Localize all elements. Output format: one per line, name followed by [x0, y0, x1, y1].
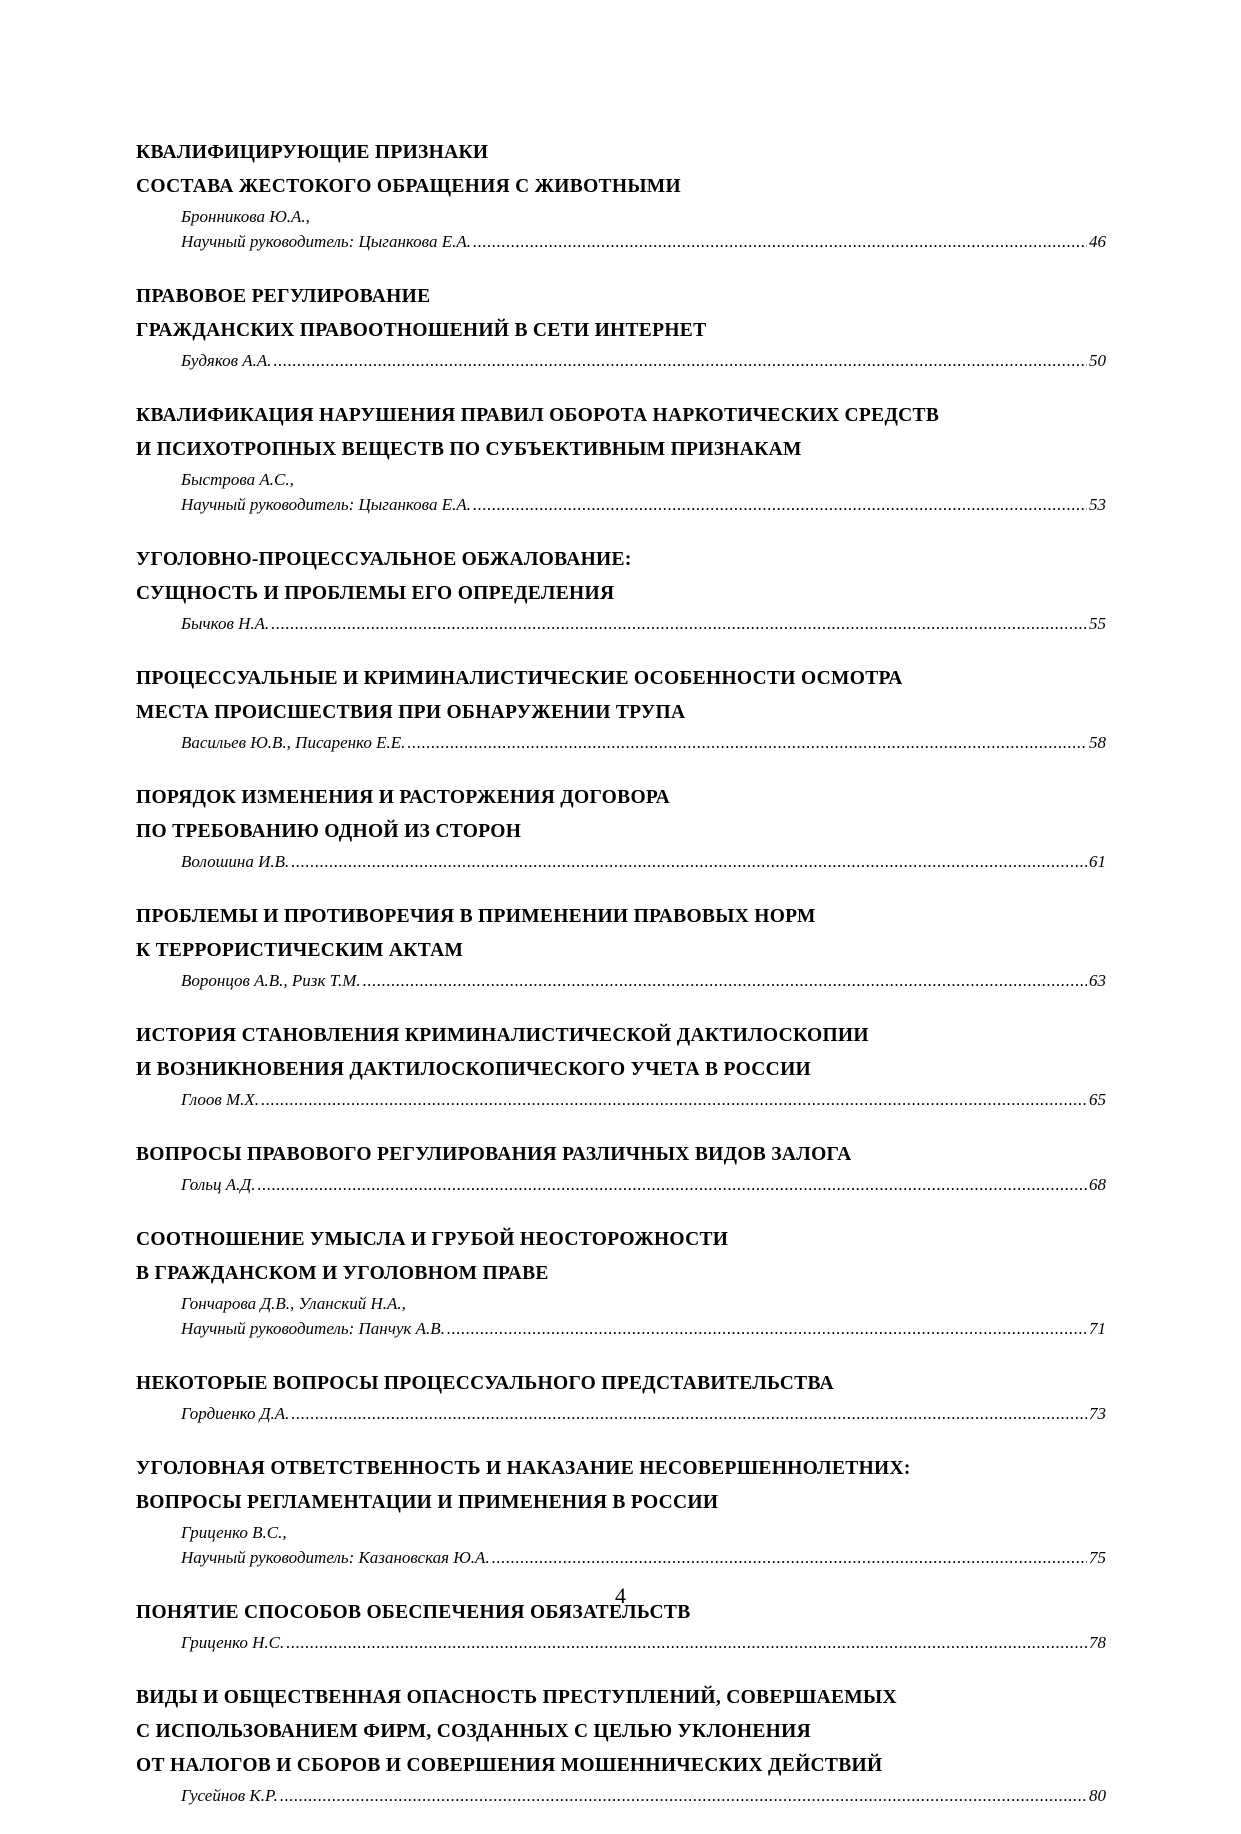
toc-entry-leader-line: [136, 1172, 1106, 1197]
dot-leader: [407, 730, 1087, 755]
toc-entry: [136, 1019, 1106, 1112]
toc-entry-author-line: Гордиенко Д.А.: [181, 1404, 290, 1423]
toc-entry-page: 58: [1089, 733, 1106, 752]
toc-entry: [136, 1138, 1106, 1197]
table-of-contents: [136, 136, 1106, 1834]
toc-entry-title: ПОРЯДОК ИЗМЕНЕНИЯ И РАСТОРЖЕНИЯ ДОГОВОРА: [136, 787, 671, 808]
toc-entry-author: Быстрова А.С.,: [181, 470, 294, 489]
toc-entry-leader-line: [136, 229, 1106, 254]
toc-entry-title: ГРАЖДАНСКИХ ПРАВООТНОШЕНИЙ В СЕТИ ИНТЕРНЕТ: [136, 320, 707, 341]
toc-entry-leader-line: [136, 849, 1106, 874]
toc-entry-title: КВАЛИФИКАЦИЯ НАРУШЕНИЯ ПРАВИЛ ОБОРОТА НАРКОТИЧЕСКИХ СРЕДСТВ: [136, 405, 940, 426]
toc-entry: [136, 781, 1106, 874]
toc-entry-leader-line: [136, 1783, 1106, 1808]
toc-entry: [136, 280, 1106, 373]
toc-entry-author-line: Глоов М.Х.: [181, 1090, 260, 1109]
toc-entry-title: ОТ НАЛОГОВ И СБОРОВ И СОВЕРШЕНИЯ МОШЕННИЧЕСКИХ ДЕЙСТВИЙ: [136, 1755, 883, 1776]
toc-entry-title: К ТЕРРОРИСТИЧЕСКИМ АКТАМ: [136, 940, 464, 961]
toc-entry-leader-line: [136, 968, 1106, 993]
toc-entry-leader-line: [136, 1545, 1106, 1570]
toc-entry: [136, 662, 1106, 755]
toc-entry-leader-line: [136, 730, 1106, 755]
dot-leader: [257, 1172, 1087, 1197]
toc-entry-author-line: Васильев Ю.В., Писаренко Е.Е.: [181, 733, 406, 752]
toc-entry: [136, 1681, 1106, 1808]
dot-leader: [271, 611, 1087, 636]
toc-entry-title: УГОЛОВНО-ПРОЦЕССУАЛЬНОЕ ОБЖАЛОВАНИЕ:: [136, 549, 632, 570]
toc-entry-page: 63: [1089, 971, 1106, 990]
dot-leader: [291, 849, 1087, 874]
toc-entry-author-line: Будяков А.А.: [181, 351, 272, 370]
toc-entry-page: 46: [1089, 232, 1106, 251]
toc-entry-title: МЕСТА ПРОИСШЕСТВИЯ ПРИ ОБНАРУЖЕНИИ ТРУПА: [136, 702, 686, 723]
toc-entry: [136, 1452, 1106, 1570]
toc-entry-title: СУЩНОСТЬ И ПРОБЛЕМЫ ЕГО ОПРЕДЕЛЕНИЯ: [136, 583, 615, 604]
toc-entry-author-line: Воронцов А.В., Ризк Т.М.: [181, 971, 361, 990]
toc-entry-title: ВОПРОСЫ ПРАВОВОГО РЕГУЛИРОВАНИЯ РАЗЛИЧНЫХ ВИДОВ ЗАЛОГА: [136, 1144, 852, 1165]
toc-entry-author-line: Научный руководитель: Цыганкова Е.А.: [181, 495, 471, 514]
dot-leader: [492, 1545, 1087, 1570]
toc-entry-author-line: Гриценко Н.С.: [181, 1633, 285, 1652]
toc-entry-author-line: Бычков Н.А.: [181, 614, 270, 633]
toc-entry-title: ПРАВОВОЕ РЕГУЛИРОВАНИЕ: [136, 286, 431, 307]
toc-entry-title: ИСТОРИЯ СТАНОВЛЕНИЯ КРИМИНАЛИСТИЧЕСКОЙ ДАКТИЛОСКОПИИ: [136, 1025, 869, 1046]
dot-leader: [280, 1783, 1087, 1808]
toc-entry-title: ПРОБЛЕМЫ И ПРОТИВОРЕЧИЯ В ПРИМЕНЕНИИ ПРАВОВЫХ НОРМ: [136, 906, 816, 927]
page-number: 4: [615, 1583, 626, 1608]
toc-entry-page: 80: [1089, 1786, 1106, 1805]
toc-entry-page: 61: [1089, 852, 1106, 871]
dot-leader: [473, 492, 1087, 517]
toc-entry-title: ПРОЦЕССУАЛЬНЫЕ И КРИМИНАЛИСТИЧЕСКИЕ ОСОБЕННОСТИ ОСМОТРА: [136, 668, 903, 689]
toc-entry: [136, 1223, 1106, 1341]
toc-entry-title: ВОПРОСЫ РЕГЛАМЕНТАЦИИ И ПРИМЕНЕНИЯ В РОССИИ: [136, 1492, 719, 1513]
toc-entry-author-line: Волошина И.В.: [181, 852, 290, 871]
toc-entry-author-line: Научный руководитель: Казановская Ю.А.: [181, 1548, 490, 1567]
toc-entry-page: 75: [1089, 1548, 1106, 1567]
toc-entry: [136, 900, 1106, 993]
dot-leader: [447, 1316, 1087, 1341]
dot-leader: [363, 968, 1087, 993]
dot-leader: [274, 348, 1087, 373]
toc-entry-title: ВИДЫ И ОБЩЕСТВЕННАЯ ОПАСНОСТЬ ПРЕСТУПЛЕНИЙ, СОВЕРШАЕМЫХ: [136, 1687, 897, 1708]
toc-entry-title: СООТНОШЕНИЕ УМЫСЛА И ГРУБОЙ НЕОСТОРОЖНОСТИ: [136, 1229, 729, 1250]
toc-entry-page: 65: [1089, 1090, 1106, 1109]
toc-entry-author: Гриценко В.С.,: [181, 1523, 287, 1542]
toc-entry: [136, 1367, 1106, 1426]
toc-entry-author-line: Научный руководитель: Цыганкова Е.А.: [181, 232, 471, 251]
toc-entry-author-line: Гольц А.Д.: [181, 1175, 256, 1194]
toc-entry-page: 55: [1089, 614, 1106, 633]
toc-entry-leader-line: [136, 1630, 1106, 1655]
toc-entry-title: ПО ТРЕБОВАНИЮ ОДНОЙ ИЗ СТОРОН: [136, 821, 522, 842]
toc-entry-page: 68: [1089, 1175, 1106, 1194]
toc-entry-author: Гончарова Д.В., Уланский Н.А.,: [181, 1294, 406, 1313]
toc-entry-leader-line: [136, 1087, 1106, 1112]
toc-entry-title: ПОНЯТИЕ СПОСОБОВ ОБЕСПЕЧЕНИЯ ОБЯЗАТЕЛЬСТВ: [136, 1602, 691, 1623]
dot-leader: [291, 1401, 1087, 1426]
toc-entry: [136, 543, 1106, 636]
toc-entry-title: И ПСИХОТРОПНЫХ ВЕЩЕСТВ ПО СУБЪЕКТИВНЫМ ПРИЗНАКАМ: [136, 439, 802, 460]
toc-entry-page: 78: [1089, 1633, 1106, 1652]
toc-entry-page: 73: [1089, 1404, 1106, 1423]
toc-entry-leader-line: [136, 611, 1106, 636]
toc-entry-title: И ВОЗНИКНОВЕНИЯ ДАКТИЛОСКОПИЧЕСКОГО УЧЕТА В РОССИИ: [136, 1059, 812, 1080]
toc-entry-title: СОСТАВА ЖЕСТОКОГО ОБРАЩЕНИЯ С ЖИВОТНЫМИ: [136, 176, 681, 197]
dot-leader: [261, 1087, 1087, 1112]
toc-entry-title: УГОЛОВНАЯ ОТВЕТСТВЕННОСТЬ И НАКАЗАНИЕ НЕСОВЕРШЕННОЛЕТНИХ:: [136, 1458, 911, 1479]
toc-entry-title: КВАЛИФИЦИРУЮЩИЕ ПРИЗНАКИ: [136, 142, 489, 163]
toc-entry-page: 50: [1089, 351, 1106, 370]
toc-entry: [136, 399, 1106, 517]
dot-leader: [286, 1630, 1087, 1655]
toc-entry-author-line: Научный руководитель: Панчук А.В.: [181, 1319, 445, 1338]
toc-entry-leader-line: [136, 492, 1106, 517]
toc-entry: [136, 136, 1106, 254]
toc-entry-author: Бронникова Ю.А.,: [181, 207, 310, 226]
dot-leader: [473, 229, 1087, 254]
toc-entry-leader-line: [136, 1316, 1106, 1341]
toc-entry-title: С ИСПОЛЬЗОВАНИЕМ ФИРМ, СОЗДАННЫХ С ЦЕЛЬЮ УКЛОНЕНИЯ: [136, 1721, 811, 1742]
toc-entry-title: В ГРАЖДАНСКОМ И УГОЛОВНОМ ПРАВЕ: [136, 1263, 549, 1284]
toc-entry-title: НЕКОТОРЫЕ ВОПРОСЫ ПРОЦЕССУАЛЬНОГО ПРЕДСТАВИТЕЛЬСТВА: [136, 1373, 834, 1394]
toc-entry-leader-line: [136, 1401, 1106, 1426]
toc-entry-author-line: Гусейнов К.Р.: [181, 1786, 278, 1805]
toc-entry-page: 71: [1089, 1319, 1106, 1338]
toc-entry-page: 53: [1089, 495, 1106, 514]
toc-entry-leader-line: [136, 348, 1106, 373]
